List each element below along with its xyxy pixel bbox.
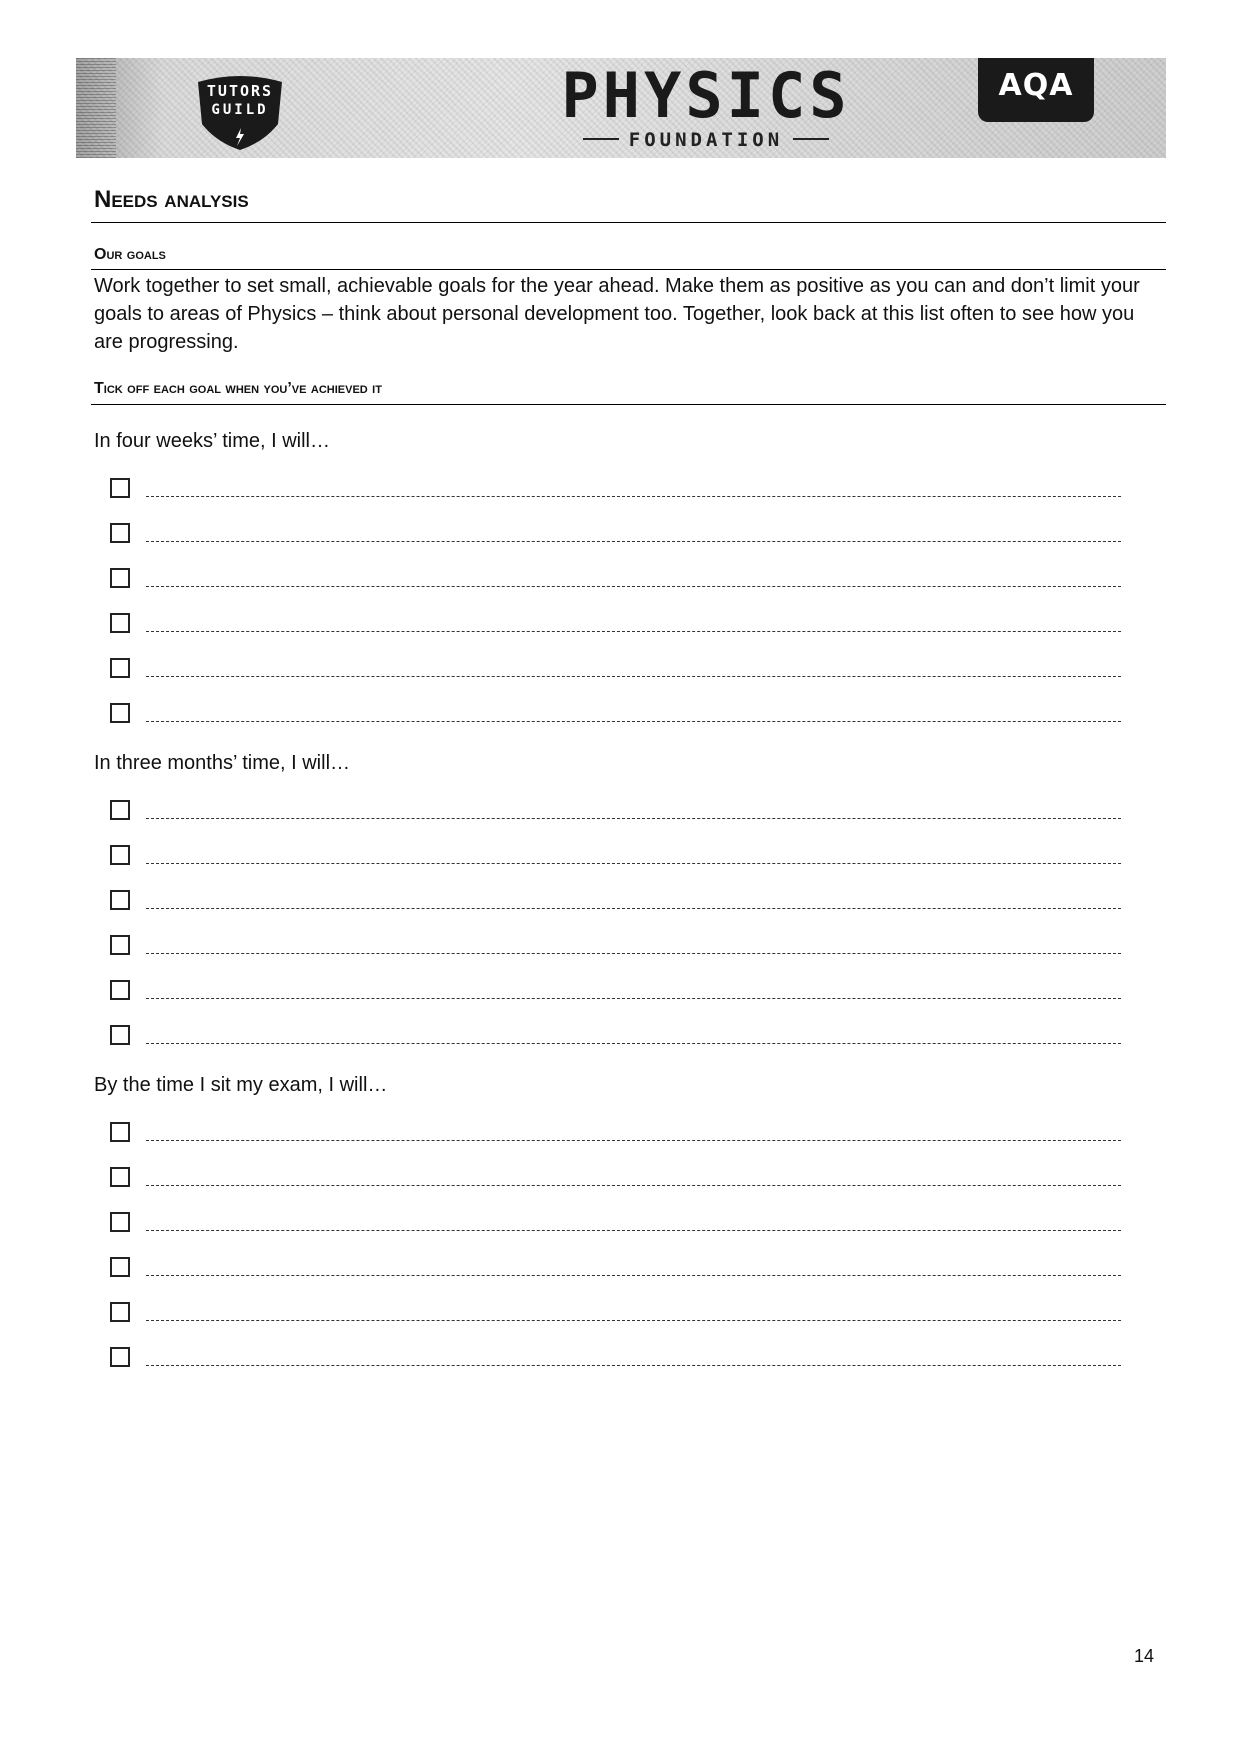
- tick-label: Tick off each goal when you’ve achieved it: [94, 380, 382, 397]
- banner-subtitle-text: FOUNDATION: [628, 129, 784, 151]
- goal-row: [110, 1208, 1125, 1238]
- goal-row: [110, 1021, 1125, 1051]
- goal-row: [110, 609, 1125, 639]
- goal-row: [110, 1163, 1125, 1193]
- goal-write-line[interactable]: [146, 631, 1121, 632]
- banner-texture: [76, 58, 116, 158]
- goal-checkbox[interactable]: [110, 845, 130, 865]
- goal-row: [110, 1118, 1125, 1148]
- goal-row: [110, 564, 1125, 594]
- goal-write-line[interactable]: [146, 1185, 1121, 1186]
- goal-checkbox[interactable]: [110, 568, 130, 588]
- goal-checkbox[interactable]: [110, 703, 130, 723]
- goal-row: [110, 1343, 1125, 1373]
- goal-checkbox[interactable]: [110, 1347, 130, 1367]
- goal-checkbox[interactable]: [110, 1257, 130, 1277]
- section-prompt: By the time I sit my exam, I will…: [94, 1074, 388, 1096]
- goal-checkbox[interactable]: [110, 1122, 130, 1142]
- goal-write-line[interactable]: [146, 541, 1121, 542]
- goal-write-line[interactable]: [146, 586, 1121, 587]
- goal-row: [110, 796, 1125, 826]
- goal-checkbox[interactable]: [110, 1212, 130, 1232]
- goal-row: [110, 931, 1125, 961]
- goal-checkbox[interactable]: [110, 478, 130, 498]
- goal-write-line[interactable]: [146, 1275, 1121, 1276]
- our-goals-text: Work together to set small, achievable goals for the year ahead. Make them as positive as you can and don’t limit your goals to areas of Physics – think about personal development too. Together, look back at this list often to see how you are progressing.: [94, 275, 1140, 353]
- goal-checkbox[interactable]: [110, 890, 130, 910]
- section-prompt: In four weeks’ time, I will…: [94, 430, 330, 452]
- goal-write-line[interactable]: [146, 1140, 1121, 1141]
- goal-row: [110, 976, 1125, 1006]
- our-goals-rule: [91, 269, 1166, 270]
- goal-checkbox[interactable]: [110, 800, 130, 820]
- goal-checkbox[interactable]: [110, 935, 130, 955]
- logo-line-2: GUILD: [211, 102, 269, 118]
- subtitle-rule-right: [793, 138, 829, 140]
- goal-write-line[interactable]: [146, 1230, 1121, 1231]
- goal-checkbox[interactable]: [110, 523, 130, 543]
- page-heading: Needs analysis: [94, 186, 249, 213]
- goal-write-line[interactable]: [146, 496, 1121, 497]
- goal-checkbox[interactable]: [110, 658, 130, 678]
- section-prompt: In three months’ time, I will…: [94, 752, 351, 774]
- goal-row: [110, 699, 1125, 729]
- goal-write-line[interactable]: [146, 863, 1121, 864]
- goal-write-line[interactable]: [146, 721, 1121, 722]
- goal-row: [110, 886, 1125, 916]
- goal-write-line[interactable]: [146, 908, 1121, 909]
- banner-subtitle: [496, 128, 916, 152]
- header-banner: [76, 58, 1166, 158]
- goal-row: [110, 654, 1125, 684]
- goal-checkbox[interactable]: [110, 1167, 130, 1187]
- goal-checkbox[interactable]: [110, 980, 130, 1000]
- goal-write-line[interactable]: [146, 1320, 1121, 1321]
- logo-line-1: TUTORS: [206, 82, 274, 100]
- heading-rule: [91, 222, 1166, 223]
- goal-write-line[interactable]: [146, 818, 1121, 819]
- goal-checkbox[interactable]: [110, 613, 130, 633]
- goal-row: [110, 474, 1125, 504]
- page-number: 14: [1134, 1646, 1155, 1666]
- our-goals-label: Our goals: [94, 246, 166, 263]
- goal-row: [110, 1298, 1125, 1328]
- tutors-guild-logo: [194, 72, 286, 146]
- goal-checkbox[interactable]: [110, 1025, 130, 1045]
- goal-write-line[interactable]: [146, 1043, 1121, 1044]
- banner-title: PHYSICS: [561, 59, 851, 132]
- tick-rule: [91, 404, 1166, 405]
- goal-checkbox[interactable]: [110, 1302, 130, 1322]
- goal-write-line[interactable]: [146, 1365, 1121, 1366]
- subtitle-rule-left: [583, 138, 619, 140]
- goal-row: [110, 841, 1125, 871]
- goal-row: [110, 519, 1125, 549]
- goal-write-line[interactable]: [146, 998, 1121, 999]
- exam-board-badge: AQA: [978, 58, 1094, 122]
- goal-row: [110, 1253, 1125, 1283]
- goal-write-line[interactable]: [146, 953, 1121, 954]
- goal-write-line[interactable]: [146, 676, 1121, 677]
